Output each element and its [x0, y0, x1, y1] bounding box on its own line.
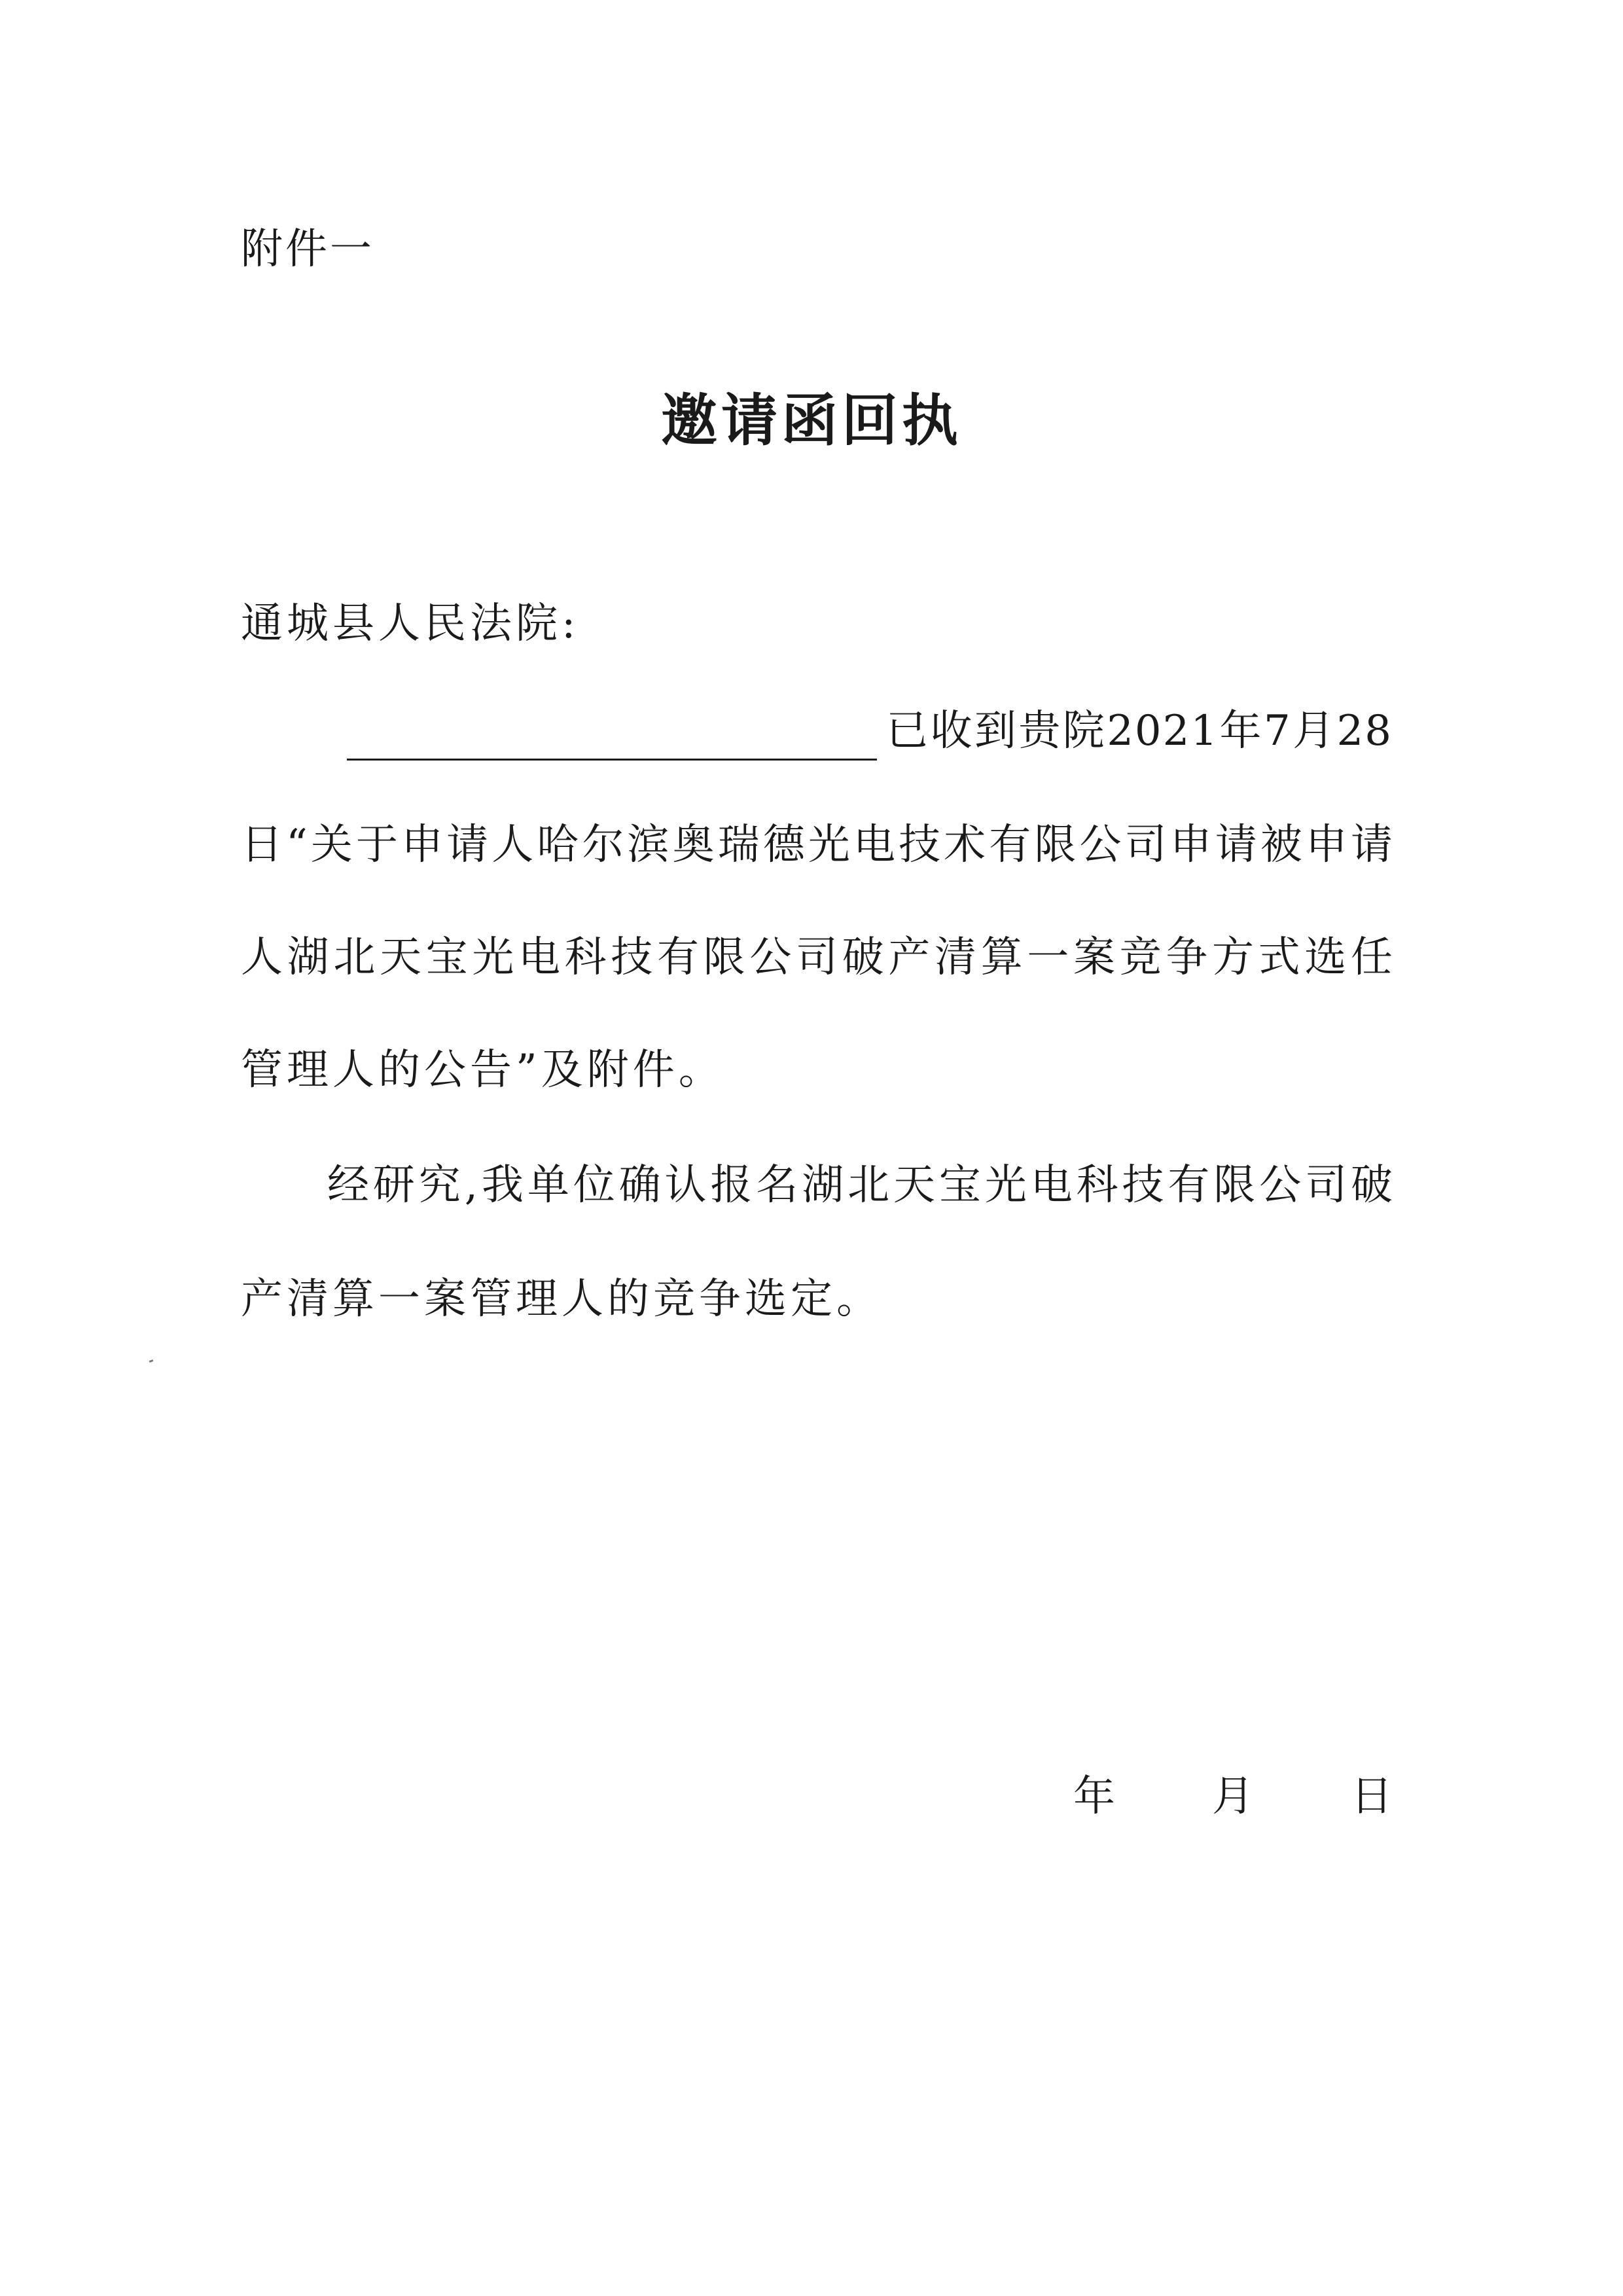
- date-month: 月: [1212, 1772, 1254, 1821]
- organization-name-blank: [347, 713, 877, 761]
- body-line-1-text: 已收到贵院2021年7月28: [886, 707, 1393, 755]
- date-row: [1073, 1767, 1393, 1826]
- body-line-2: 日“关于申请人哈尔滨奥瑞德光电技术有限公司申请被申请: [241, 821, 1393, 869]
- scan-speck: [149, 1359, 154, 1363]
- attachment-label: 附件一: [241, 225, 374, 274]
- page-title: 邀请函回执: [661, 388, 962, 454]
- body-line-4: 管理人的公告”及附件。: [241, 1046, 724, 1094]
- body-line-5: 经研究,我单位确认报名湖北天宝光电科技有限公司破: [327, 1161, 1393, 1210]
- addressee: 通城县人民法院:: [241, 600, 580, 648]
- body-line-3: 人湖北天宝光电科技有限公司破产清算一案竞争方式选任: [241, 933, 1393, 982]
- date-year: 年: [1073, 1772, 1115, 1821]
- body-line-1: [347, 702, 1393, 761]
- body-line-6: 产清算一案管理人的竞争选定。: [241, 1275, 882, 1323]
- date-day: 日: [1351, 1772, 1393, 1821]
